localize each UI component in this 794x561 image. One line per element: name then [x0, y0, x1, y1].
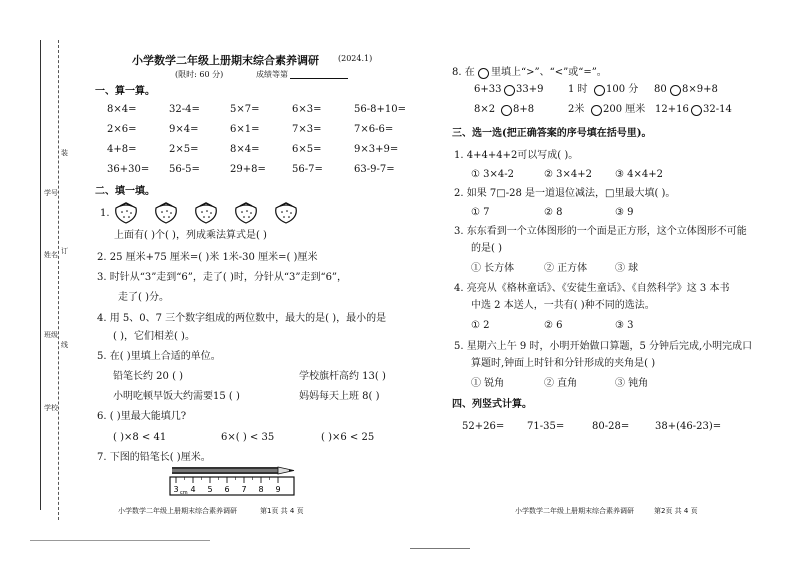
- compare-circle-icon[interactable]: [670, 85, 681, 96]
- s3-q3-opt2[interactable]: ② 正方体: [544, 263, 588, 274]
- calc-item: 63-9-7=: [354, 164, 395, 175]
- q8-r2-f: 32-14: [703, 104, 732, 115]
- q2-text: 2. 25 厘米+75 厘米=( )米 1米-30 厘米=( )厘米: [97, 252, 318, 263]
- score-blank[interactable]: [290, 78, 348, 79]
- q8-r2-e: 12+16: [655, 104, 689, 115]
- q4-text-b: ( )，它们相差( )。: [113, 331, 195, 342]
- q6-item-c: ( )×6 < 25: [321, 432, 375, 443]
- calc-item: 6×1=: [230, 124, 260, 135]
- ruler-label: 4: [190, 485, 196, 494]
- s3-q4-opt1[interactable]: ① 2: [471, 320, 490, 331]
- q8-r2-d: 200 厘米: [603, 104, 646, 115]
- ruler-unit-label: cm: [180, 490, 188, 496]
- scan-edge: [30, 540, 210, 541]
- calc-item: 7×3=: [292, 124, 322, 135]
- s3-q1-opt2[interactable]: ② 3×4+2: [544, 169, 592, 180]
- s3-q3-b: 的是( ): [471, 243, 502, 254]
- ruler-label: 3: [173, 485, 179, 494]
- label-banji: 班级: [44, 331, 58, 339]
- q8-r1-c: 1 时: [568, 84, 588, 95]
- q8-title-a: 8. 在: [452, 67, 475, 78]
- q8-r2-c: 2米: [568, 104, 585, 115]
- q8-r1-f: 8×9+8: [682, 84, 718, 95]
- exam-year: (2024.1): [338, 54, 373, 63]
- section2-heading: 二、填一填。: [95, 186, 155, 197]
- calc-item: 2×5=: [169, 144, 199, 155]
- q8-r2-b: 8+8: [513, 104, 535, 115]
- pencil-icon: [172, 467, 294, 474]
- q5-item-a: 铅笔长约 20 ( ): [113, 371, 184, 382]
- calc-item: 29+8=: [230, 164, 266, 175]
- calc-item: 5×7=: [230, 104, 260, 115]
- ruler-label: 8: [258, 485, 264, 494]
- s3-q5-opt1[interactable]: ① 锐角: [471, 378, 505, 389]
- score-label: 成绩等第: [256, 70, 288, 79]
- mark-ding: 订: [61, 247, 68, 255]
- binding-line: [40, 40, 41, 510]
- section3-heading: 三、选一选(把正确答案的序号填在括号里)。: [452, 128, 652, 139]
- calc-item: 2×6=: [107, 124, 137, 135]
- time-limit: (限时: 60 分): [175, 70, 224, 79]
- strawberry-icon: [156, 203, 177, 223]
- cut-line: [58, 40, 59, 520]
- calc-item: 6×3=: [292, 104, 322, 115]
- vertical-calc-4: 38+(46-23)=: [655, 421, 722, 432]
- s3-q4-opt2[interactable]: ② 6: [544, 320, 563, 331]
- footer-left-page: 第1页 共 4 页: [260, 507, 304, 515]
- ruler-label: 9: [275, 485, 281, 494]
- q6-text: 6. ( )里最大能填几?: [97, 411, 187, 422]
- calc-item: 32-4=: [169, 104, 200, 115]
- q4-text-a: 4. 用 5、0、7 三个数字组成的两位数中，最大的是( )，最小的是: [97, 313, 387, 324]
- pencil-ruler-figure: [168, 465, 302, 497]
- s3-q3-a: 3. 东东看到一个立体图形的一个面是正方形，这个立体图形不可能: [454, 226, 747, 237]
- s3-q1-opt3[interactable]: ③ 4×4+2: [615, 169, 663, 180]
- q3-text-a: 3. 时针从“3”走到“6”，走了( )时，分针从“3”走到“6”，: [97, 272, 348, 283]
- label-xingming: 姓名: [44, 251, 58, 259]
- strawberry-icon: [196, 203, 217, 223]
- s3-q5-a: 5. 星期六上午 9 时，小明开始做口算题，5 分钟后完成,小明完成口: [454, 341, 753, 352]
- section1-heading: 一、算一算。: [95, 86, 155, 97]
- q5-text: 5. 在( )里填上合适的单位。: [97, 351, 221, 362]
- calc-item: 9×3+9=: [354, 144, 399, 155]
- compare-circle-icon[interactable]: [591, 105, 602, 116]
- s3-q3-opt1[interactable]: ① 长方体: [471, 263, 515, 274]
- compare-circle-icon: [478, 68, 489, 79]
- calc-item: 6×5=: [292, 144, 322, 155]
- strawberry-icon: [116, 203, 137, 223]
- q7-text: 7. 下图的铅笔长( )厘米。: [97, 452, 211, 463]
- strawberry-icon: [276, 203, 297, 223]
- q8-r1-b: 33+9: [516, 84, 544, 95]
- scan-edge: [410, 548, 470, 549]
- q6-item-b: 6×( ) < 35: [221, 432, 275, 443]
- compare-circle-icon[interactable]: [691, 105, 702, 116]
- s3-q4-a: 4. 亮亮从《格林童话》、《安徒生童话》、《自然科学》这 3 本书: [454, 283, 730, 294]
- label-xuexiao: 学校: [44, 404, 58, 412]
- ruler-label: 6: [224, 485, 230, 494]
- compare-circle-icon[interactable]: [504, 85, 515, 96]
- q8-title-b: 里填上“>”、“<”或“=”。: [491, 67, 607, 78]
- ruler-label: 5: [207, 485, 213, 494]
- vertical-calc-3: 80-28=: [592, 421, 630, 432]
- mark-xian: 线: [61, 341, 68, 349]
- s3-q2-opt2[interactable]: ② 8: [544, 207, 563, 218]
- section4-heading: 四、列竖式计算。: [452, 399, 532, 410]
- q1-text: 上面有( )个( )，列成乘法算式是( ): [114, 230, 267, 241]
- s3-q3-opt3[interactable]: ③ 球: [615, 263, 639, 274]
- calc-item: 8×4=: [107, 104, 137, 115]
- s3-q2-opt1[interactable]: ① 7: [471, 207, 490, 218]
- s3-q1: 1. 4+4+4+2可以写成( )。: [454, 150, 579, 161]
- calc-item: 56-5=: [169, 164, 200, 175]
- strawberry-row: [112, 200, 312, 224]
- vertical-calc-1: 52+26=: [462, 421, 505, 432]
- footer-right-page: 第2页 共 4 页: [654, 507, 698, 515]
- label-xuehao: 学号: [44, 189, 58, 197]
- s3-q1-opt1[interactable]: ① 3×4-2: [471, 169, 514, 180]
- footer-right-title: 小学数学二年级上册期末综合素养调研: [515, 507, 634, 515]
- calc-item: 36+30=: [107, 164, 150, 175]
- q8-r1-e: 80: [654, 84, 667, 95]
- calc-item: 4+8=: [107, 144, 137, 155]
- q5-item-c: 小明吃顿早饭大约需要15 ( ): [113, 391, 240, 402]
- mark-zhuang: 装: [61, 149, 68, 157]
- calc-item: 7×6-6=: [354, 124, 394, 135]
- calc-item: 56-7=: [292, 164, 323, 175]
- q8-r1-d: 100 分: [606, 84, 639, 95]
- s3-q2-opt3[interactable]: ③ 9: [615, 207, 634, 218]
- compare-circle-icon[interactable]: [594, 85, 605, 96]
- calc-item: 8×4=: [230, 144, 260, 155]
- q8-r2-a: 8×2: [474, 104, 496, 115]
- s3-q5-opt2[interactable]: ② 直角: [544, 378, 578, 389]
- ruler: [170, 477, 294, 496]
- footer-left-title: 小学数学二年级上册期末综合素养调研: [118, 507, 237, 515]
- calc-item: 56-8+10=: [354, 104, 406, 115]
- s3-q2: 2. 如果 7□-28 是一道退位减法，□里最大填( )。: [454, 188, 676, 199]
- s3-q5-opt3[interactable]: ③ 钝角: [615, 378, 649, 389]
- s3-q4-opt3[interactable]: ③ 3: [615, 320, 634, 331]
- calc-item: 9×4=: [169, 124, 199, 135]
- page-title: 小学数学二年级上册期末综合素养调研: [132, 54, 319, 67]
- s3-q5-b: 算题时,钟面上时针和分针形成的夹角是( ): [471, 358, 656, 369]
- q8-r1-a: 6+33: [474, 84, 502, 95]
- q5-item-d: 妈妈每天上班 8( ): [299, 391, 380, 402]
- strawberry-icon: [236, 203, 257, 223]
- ruler-label: 7: [241, 485, 247, 494]
- q3-text-b: 走了( )分。: [118, 292, 169, 303]
- compare-circle-icon[interactable]: [501, 105, 512, 116]
- q5-item-b: 学校旗杆高约 13( ): [299, 371, 386, 382]
- q6-item-a: ( )×8 < 41: [113, 432, 167, 443]
- vertical-calc-2: 71-35=: [527, 421, 565, 432]
- s3-q4-b: 中选 2 本送人，一共有( )种不同的选法。: [471, 300, 655, 311]
- q1-number: 1.: [100, 208, 110, 219]
